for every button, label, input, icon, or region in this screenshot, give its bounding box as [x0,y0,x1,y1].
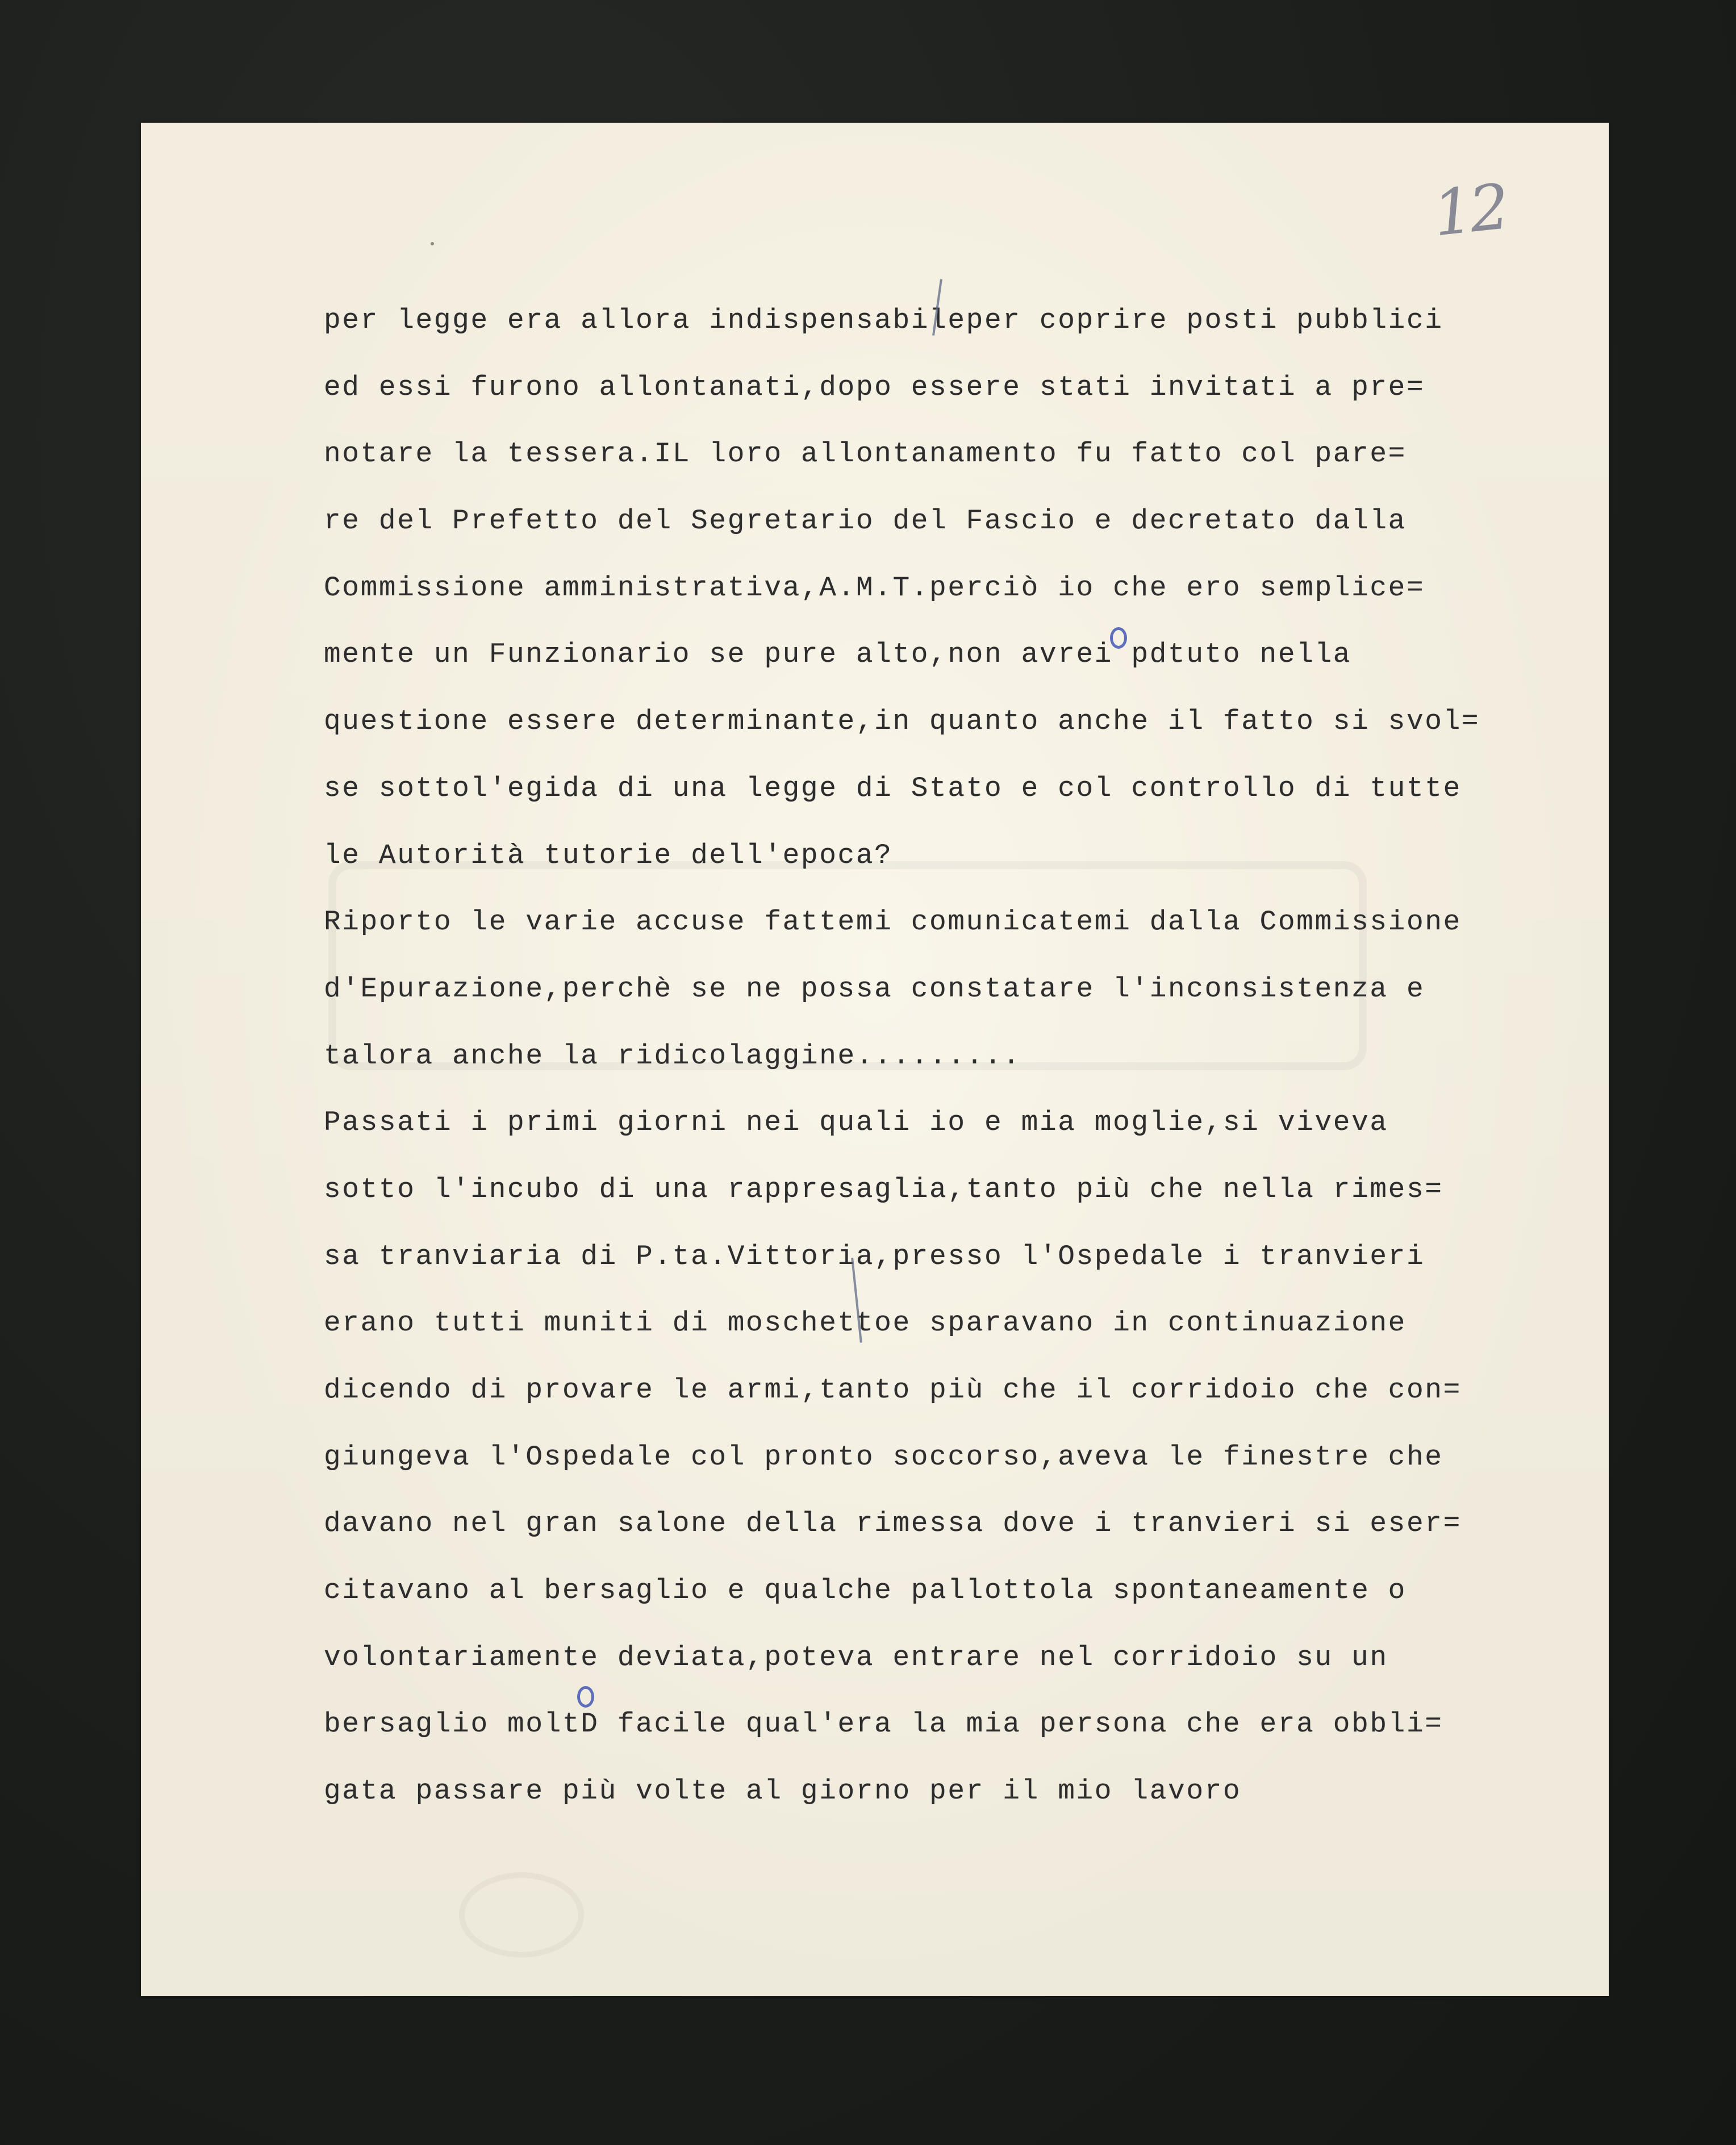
text-line: talora anche la ridicolaggine......... [324,1040,1021,1072]
text-line: sotto l'incubo di una rappresaglia,tanto più che nella rimes= [324,1173,1443,1205]
faint-mark-bleedthrough [459,1872,584,1958]
handwritten-page-number: 12 [1429,170,1510,251]
text-line: le Autorità tutorie dell'epoca? [324,839,893,871]
text-line: giungeva l'Ospedale col pronto soccorso,aveva le finestre che [324,1441,1443,1473]
blue-ink-correction [1110,627,1127,649]
text-line: Commissione amministrativa,A.M.T.perciò io che ero semplice= [324,571,1425,604]
text-line: sa tranviaria di P.ta.Vittoria,presso l'Ospedale i tranvieri [324,1240,1425,1272]
text-line: bersaglio moltD facile qual'era la mia persona che era obbli= [324,1708,1443,1741]
text-line: Passati i primi giorni nei quali io e mia moglie,si viveva [324,1107,1388,1139]
text-line: volontariamente deviata,poteva entrare nel corridoio su un [324,1641,1388,1674]
text-line: per legge era allora indispensabileper coprire posti pubblici [324,304,1443,336]
text-line: ed essi furono allontanati,dopo essere stati invitati a pre= [324,371,1425,403]
paper-speck [431,242,434,245]
typewritten-page [141,123,1609,1996]
text-line: questione essere determinante,in quanto anche il fatto si svol= [324,706,1480,738]
text-line: notare la tessera.IL loro allontanamento fu fatto col pare= [324,438,1407,470]
text-line: gata passare più volte al giorno per il mio lavoro [324,1775,1242,1808]
text-line: davano nel gran salone della rimessa dove i tranvieri si eser= [324,1508,1462,1540]
blue-ink-correction [577,1686,594,1708]
text-line: erano tutti muniti di moschettoe sparavano in continuazione [324,1307,1407,1339]
text-line: d'Epurazione,perchè se ne possa constatare l'inconsistenza e [324,973,1425,1005]
typed-text-body [324,287,1574,1825]
text-line: Riporto le varie accuse fattemi comunicatemi dalla Commissione [324,906,1462,938]
text-line: dicendo di provare le armi,tanto più che il corridoio che con= [324,1374,1462,1406]
text-line: mente un Funzionario se pure alto,non avrei pdtuto nella [324,639,1352,671]
text-line: re del Prefetto del Segretario del Fascio e decretato dalla [324,505,1407,537]
text-line: se sottol'egida di una legge di Stato e col controllo di tutte [324,772,1462,804]
text-line: citavano al bersaglio e qualche pallottola spontaneamente o [324,1575,1407,1607]
